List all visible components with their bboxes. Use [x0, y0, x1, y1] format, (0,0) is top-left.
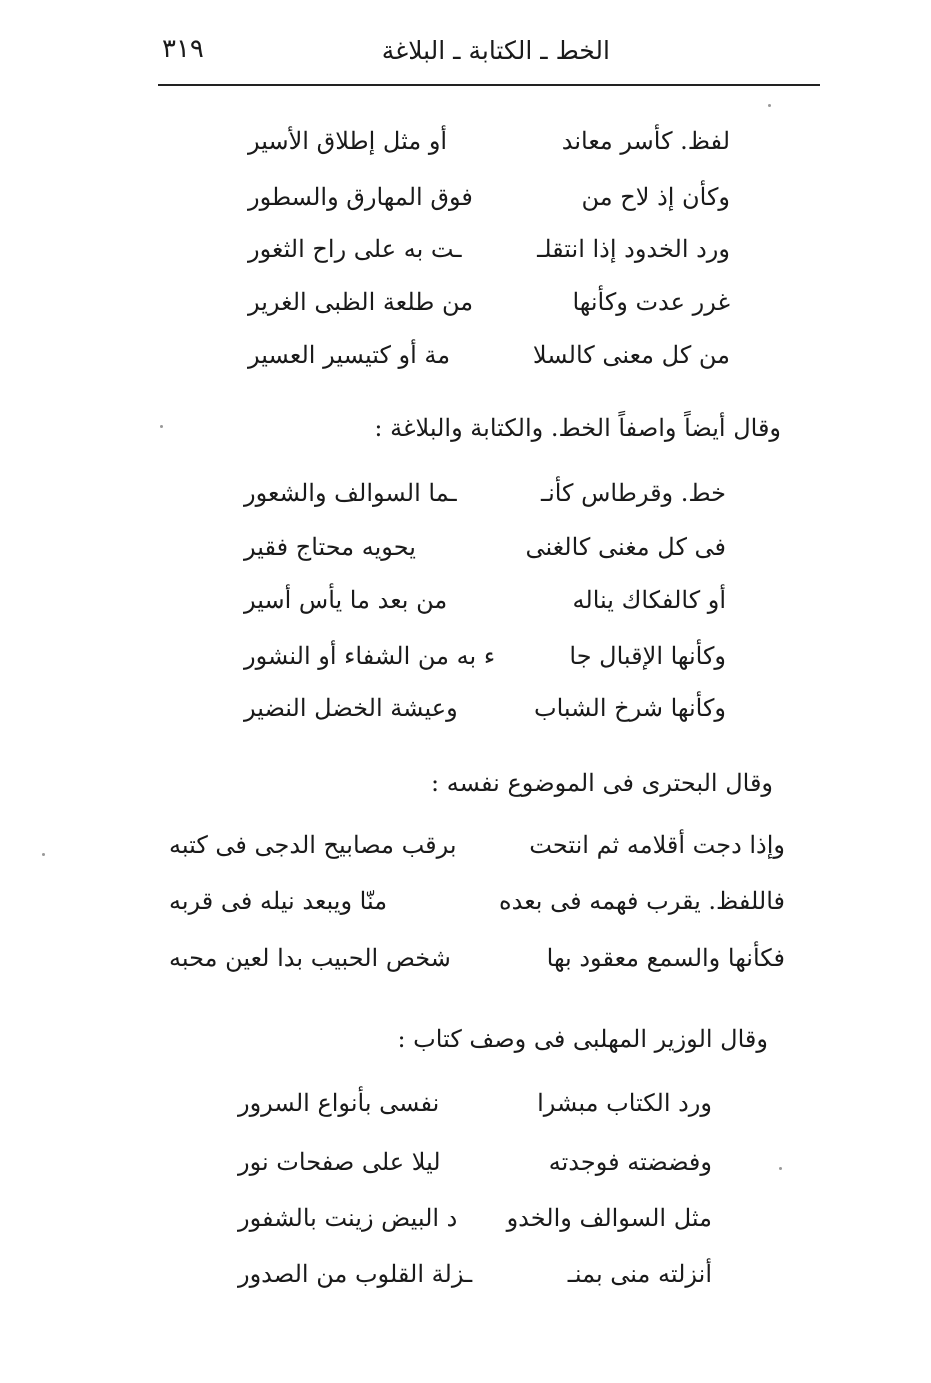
first-hemistich: وكأنها الإقبال جا — [569, 642, 726, 670]
page-number: ٣١٩ — [162, 34, 204, 64]
second-hemistich: فوق المهارق والسطور — [248, 183, 473, 211]
scan-speck — [768, 104, 771, 107]
first-hemistich: ورد الخدود إذا انتقلـ — [537, 235, 730, 263]
scan-speck — [160, 425, 163, 428]
verse-line — [236, 532, 726, 562]
second-hemistich: شخص الحبيب بدا لعين محبه — [169, 944, 451, 972]
second-hemistich: وعيشة الخضل النضير — [244, 694, 458, 722]
second-hemistich: د البيض زينت بالشفور — [238, 1204, 458, 1232]
second-hemistich: برقب مصابيح الدجى فى كتبه — [169, 831, 457, 859]
second-hemistich: ليلا على صفحات نور — [238, 1148, 441, 1176]
running-title: الخط ـ الكتابة ـ البلاغة — [381, 36, 610, 65]
second-hemistich: ـت به على راح الثغور — [248, 235, 462, 263]
second-hemistich: أو مثل إطلاق الأسير — [248, 127, 448, 155]
first-hemistich: ورد الكتاب مبشرا — [537, 1089, 712, 1117]
first-hemistich: فكأنها والسمع معقود بها — [546, 944, 785, 972]
verse-line — [240, 182, 730, 212]
second-hemistich: من طلعة الظبى الغرير — [248, 288, 474, 316]
second-hemistich: ـزلة القلوب من الصدور — [238, 1260, 473, 1288]
verse-line — [236, 693, 726, 723]
first-hemistich: فاللفظ. يقرب فهمه فى بعده — [499, 887, 785, 915]
verse-line — [230, 1088, 712, 1118]
first-hemistich: لفظ. كأسر معاند — [561, 127, 730, 155]
scan-speck — [42, 853, 45, 856]
page-header — [158, 28, 820, 86]
first-hemistich: غرر عدت وكأنها — [572, 288, 730, 316]
first-hemistich: وكأن إذ لاح من — [581, 183, 730, 211]
verse-line — [165, 943, 785, 973]
scan-speck — [779, 1167, 782, 1170]
second-hemistich: ء به من الشفاء أو النشور — [244, 642, 496, 670]
second-hemistich: ـما السوالف والشعور — [244, 479, 457, 507]
first-hemistich: وكأنها شرخ الشباب — [533, 694, 726, 722]
second-hemistich: نفسى بأنواع السرور — [238, 1089, 440, 1117]
second-hemistich: يحويه محتاج فقير — [244, 533, 416, 561]
verse-line — [240, 126, 730, 156]
first-hemistich: خط. وقرطاس كأنـ — [541, 479, 726, 507]
first-hemistich: مثل السوالف والخدو — [506, 1204, 712, 1232]
verse-line — [165, 830, 785, 860]
verse-line — [240, 340, 730, 370]
verse-line — [236, 641, 726, 671]
intro-line: وقال الوزير المهلبى فى وصف كتاب : — [397, 1025, 768, 1053]
intro-line: وقال البحترى فى الموضوع نفسه : — [431, 769, 773, 797]
second-hemistich: مة أو كتيسير العسير — [248, 341, 451, 369]
verse-line — [240, 287, 730, 317]
first-hemistich: من كل معنى كالسلا — [532, 341, 730, 369]
verse-line — [236, 478, 726, 508]
verse-line — [240, 234, 730, 264]
verse-line — [236, 585, 726, 615]
verse-line — [230, 1147, 712, 1177]
first-hemistich: أو كالفكاك يناله — [572, 586, 726, 614]
verse-line — [230, 1203, 712, 1233]
verse-line — [230, 1259, 712, 1289]
first-hemistich: أنزلته منى بمنـ — [567, 1260, 712, 1288]
first-hemistich: فى كل مغنى كالغنى — [525, 533, 726, 561]
second-hemistich: منّا ويبعد نيله فى قربه — [169, 887, 388, 915]
verse-line — [165, 886, 785, 916]
first-hemistich: وإذا دجت أقلامه ثم انتحت — [529, 831, 785, 859]
intro-line: وقال أيضاً واصفاً الخط. والكتابة والبلاغة : — [374, 414, 781, 442]
first-hemistich: وفضضته فوجدته — [548, 1148, 712, 1176]
second-hemistich: من بعد ما يأس أسير — [244, 586, 448, 614]
